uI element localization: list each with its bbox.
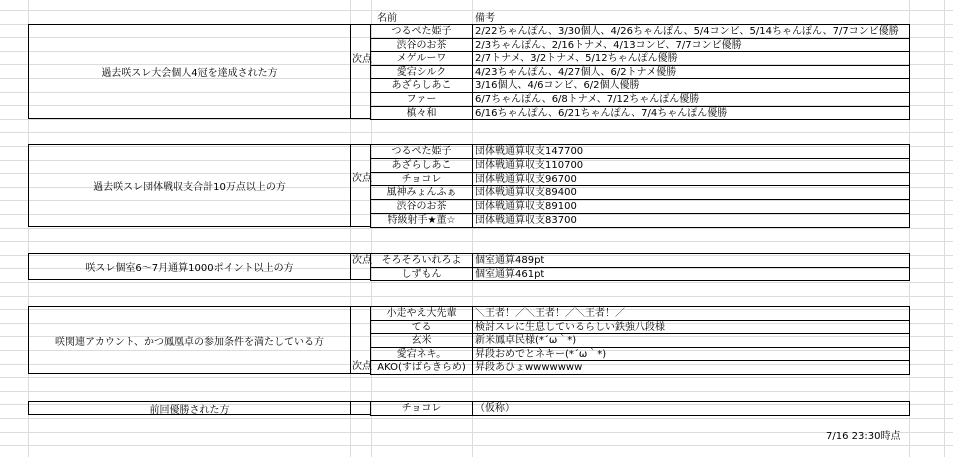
player-note-cell: 団体戦通算収支89400	[472, 185, 910, 200]
runner-up-label: 次点	[352, 54, 372, 65]
block-label-column	[350, 401, 371, 415]
block-label-column	[350, 24, 371, 119]
player-note-cell: 団体戦通算収支89100	[472, 199, 910, 214]
grid-line	[0, 296, 953, 297]
player-name-cell: 渋谷のお茶	[370, 199, 473, 214]
runner-up-label: 次点	[352, 173, 372, 184]
player-name-cell: ファー	[370, 92, 473, 107]
grid-line	[0, 282, 953, 283]
block-label-column	[350, 144, 371, 227]
runner-up-label: 次点	[352, 361, 372, 372]
player-name-cell: 玄米	[370, 333, 473, 348]
player-name-cell: 渋谷のお茶	[370, 38, 473, 52]
player-name-cell: チョコレ	[370, 401, 473, 416]
grid-line	[0, 418, 953, 419]
grid-line	[0, 377, 953, 378]
block-title: 咲関連アカウント、かつ鳳凰卓の参加条件を満たしている方	[28, 306, 351, 374]
player-name-cell: 愛宕シルク	[370, 65, 473, 79]
grid-line	[0, 132, 953, 133]
player-note-cell: 2/3ちゃんぽん、2/16トナメ、4/13コンビ、7/7コンビ優勝	[472, 38, 910, 52]
player-name-cell: 風神みょんふぁ	[370, 185, 473, 200]
player-note-cell: 新米鳳卓民様(*´ω｀*)	[472, 333, 910, 348]
player-note-cell: （仮称）	[472, 401, 910, 416]
player-note-cell: 団体戦通算収支96700	[472, 172, 910, 186]
grid-line	[0, 432, 953, 433]
player-name-cell: チョコレ	[370, 172, 473, 186]
player-note-cell: 昇段おめでとネキー(*´ω｀*)	[472, 347, 910, 361]
column-header-name: 名前	[377, 13, 397, 24]
player-note-cell: 個室通算461pt	[472, 267, 910, 281]
player-name-cell: AKO(すばらきらめ)	[370, 360, 473, 375]
timestamp: 7/16 23:30時点	[826, 431, 901, 442]
player-name-cell: 愛宕ネキ。	[370, 347, 473, 361]
player-name-cell: 小走やえ大先輩	[370, 306, 473, 321]
block-title: 咲スレ個室6～7月通算1000ポイント以上の方	[28, 253, 351, 280]
block-title: 前回優勝された方	[28, 401, 351, 415]
player-note-cell: ＼王者！／＼王者！／＼王者！／	[472, 306, 910, 321]
grid-line	[0, 391, 953, 392]
grid-line	[0, 445, 953, 446]
player-note-cell: 6/7ちゃんぽん、6/8トナメ、7/12ちゃんぽん優勝	[472, 92, 910, 107]
block-title: 過去咲スレ団体戦収支合計10万点以上の方	[28, 144, 351, 227]
player-name-cell: メゲルーワ	[370, 51, 473, 66]
grid-line	[0, 241, 953, 242]
player-note-cell: 2/22ちゃんぽん、3/30個人、4/26ちゃんぽん、5/4コンビ、5/14ちゃんぽん、7/7コンビ優勝	[472, 24, 910, 39]
grid-line	[944, 0, 945, 457]
grid-line	[0, 10, 953, 11]
player-note-cell: 3/16個人、4/6コンビ、6/2個人優勝	[472, 78, 910, 93]
player-name-cell: そろそろいれろよ	[370, 253, 473, 268]
player-note-cell: 4/23ちゃんぽん、4/27個人、6/2トナメ優勝	[472, 65, 910, 79]
player-name-cell: 特級射手★董☆	[370, 213, 473, 228]
player-name-cell: つるぺた姫子	[370, 144, 473, 159]
player-note-cell: 団体戦通算収支110700	[472, 158, 910, 173]
player-name-cell: あざらしあこ	[370, 158, 473, 173]
column-header-note: 備考	[475, 13, 495, 24]
player-note-cell: 個室通算489pt	[472, 253, 910, 268]
player-note-cell: 団体戦通算収支147700	[472, 144, 910, 159]
player-name-cell: てる	[370, 320, 473, 334]
grid-line	[0, 228, 953, 229]
player-note-cell: 検討スレに生息しているらしい鉄強八段様	[472, 320, 910, 334]
player-name-cell: 槙々和	[370, 106, 473, 120]
runner-up-label: 次点	[352, 255, 372, 266]
player-note-cell: 団体戦通算収支83700	[472, 213, 910, 228]
player-note-cell: 2/7トナメ、3/2トナメ、5/12ちゃんぽん優勝	[472, 51, 910, 66]
player-name-cell: つるぺた姫子	[370, 24, 473, 39]
player-note-cell: 6/16ちゃんぽん、6/21ちゃんぽん、7/4ちゃんぽん優勝	[472, 106, 910, 120]
player-name-cell: しずもん	[370, 267, 473, 281]
player-note-cell: 昇段あひょwwwwwww	[472, 360, 910, 375]
block-title: 過去咲スレ大会個人4冠を達成された方	[28, 24, 351, 119]
player-name-cell: あざらしあこ	[370, 78, 473, 93]
